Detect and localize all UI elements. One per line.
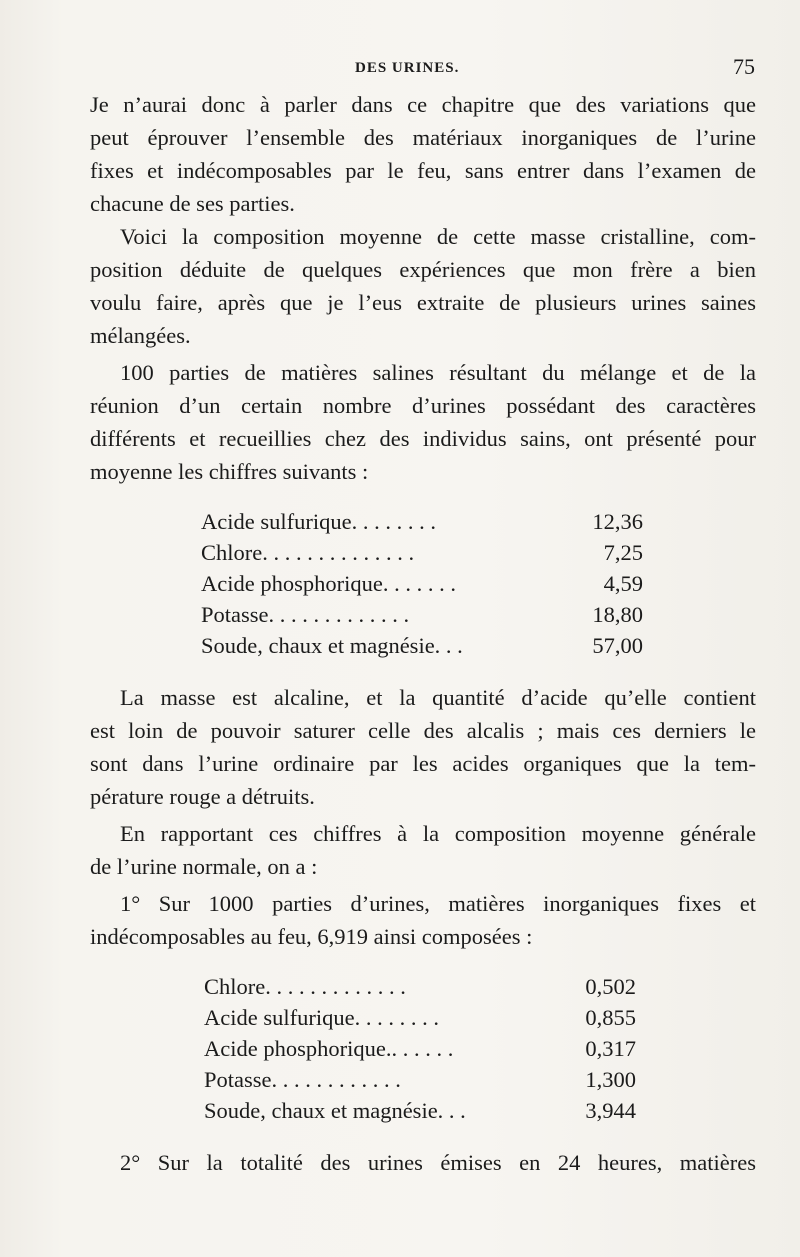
component-label: Potasse. . . . . . . . . . . .: [204, 1067, 401, 1092]
table-row: [204, 1002, 636, 1033]
table-row: [201, 568, 643, 599]
table-row: [204, 1095, 636, 1126]
component-value: 18,80: [592, 602, 643, 627]
text-line: mélangées.: [90, 323, 191, 348]
component-label: Chlore. . . . . . . . . . . . .: [204, 974, 406, 999]
component-value: 3,944: [585, 1098, 636, 1123]
table-row: [201, 630, 643, 661]
component-label: Potasse. . . . . . . . . . . . .: [201, 602, 410, 627]
text-line: sont dans l’urine ordinaire par les acides organiques que la tem-: [90, 751, 756, 776]
paragraph-5: [90, 817, 756, 883]
text-line: Je n’aurai donc à parler dans ce chapitre que des variations que: [90, 92, 756, 117]
component-label: Soude, chaux et magnésie. . .: [201, 633, 463, 658]
component-value: 0,855: [585, 1005, 636, 1030]
text-line: En rapportant ces chiffres à la composition moyenne générale: [120, 821, 756, 846]
composition-table-per-1000: [204, 971, 636, 1126]
component-value: 57,00: [592, 633, 643, 658]
paragraph-3: [90, 356, 756, 488]
component-label: Acide sulfurique. . . . . . . .: [204, 1005, 439, 1030]
component-value: 0,317: [585, 1036, 636, 1061]
paragraph-4: [90, 681, 756, 813]
text-line: 2° Sur la totalité des urines émises en 24 heures, matières: [120, 1150, 756, 1175]
page-header: [90, 54, 755, 88]
text-line: de l’urine normale, on a :: [90, 854, 318, 879]
paragraph-1: [90, 88, 756, 220]
body-text: [90, 88, 756, 1179]
page-number: 75: [733, 54, 755, 79]
text-line: La masse est alcaline, et la quantité d’acide qu’elle contient: [120, 685, 756, 710]
component-value: 7,25: [603, 540, 643, 565]
component-label: Acide phosphorique. . . . . . .: [201, 571, 456, 596]
text-line: 100 parties de matières salines résultant du mélange et de la: [120, 360, 756, 385]
running-head: DES URINES.: [355, 60, 460, 76]
text-line: pérature rouge a détruits.: [90, 784, 315, 809]
paragraph-6: [90, 887, 756, 953]
component-label: Soude, chaux et magnésie. . .: [204, 1098, 466, 1123]
text-line: voulu faire, après que je l’eus extraite de plusieurs urines saines: [90, 290, 756, 315]
component-label: Acide phosphorique.. . . . . .: [204, 1036, 454, 1061]
component-label: Acide sulfurique. . . . . . . .: [201, 509, 436, 534]
text-line: fixes et indécomposables par le feu, sans entrer dans l’examen de: [90, 158, 756, 183]
table-row: [204, 971, 636, 1002]
text-line: chacune de ses parties.: [90, 191, 295, 216]
text-line: position déduite de quelques expériences que mon frère a bien: [90, 257, 756, 282]
table-row: [204, 1064, 636, 1095]
text-line: Voici la composition moyenne de cette masse cristalline, com-: [120, 224, 756, 249]
text-line: est loin de pouvoir saturer celle des alcalis ; mais ces derniers le: [90, 718, 756, 743]
component-label: Chlore. . . . . . . . . . . . . .: [201, 540, 415, 565]
paragraph-7: [90, 1146, 756, 1179]
text-line: réunion d’un certain nombre d’urines possédant des caractères: [90, 393, 756, 418]
component-value: 1,300: [585, 1067, 636, 1092]
text-line: peut éprouver l’ensemble des matériaux inorganiques de l’urine: [90, 125, 756, 150]
text-line: 1° Sur 1000 parties d’urines, matières inorganiques fixes et: [120, 891, 756, 916]
component-value: 12,36: [592, 509, 643, 534]
component-value: 0,502: [585, 974, 636, 999]
text-line: différents et recueillies chez des individus sains, ont présenté pour: [90, 426, 756, 451]
composition-table-percent: [201, 506, 643, 661]
component-value: 4,59: [603, 571, 643, 596]
paragraph-2: [90, 220, 756, 352]
text-line: indécomposables au feu, 6,919 ainsi composées :: [90, 924, 533, 949]
table-row: [201, 537, 643, 568]
table-row: [201, 599, 643, 630]
table-row: [204, 1033, 636, 1064]
text-line: moyenne les chiffres suivants :: [90, 459, 369, 484]
table-row: [201, 506, 643, 537]
